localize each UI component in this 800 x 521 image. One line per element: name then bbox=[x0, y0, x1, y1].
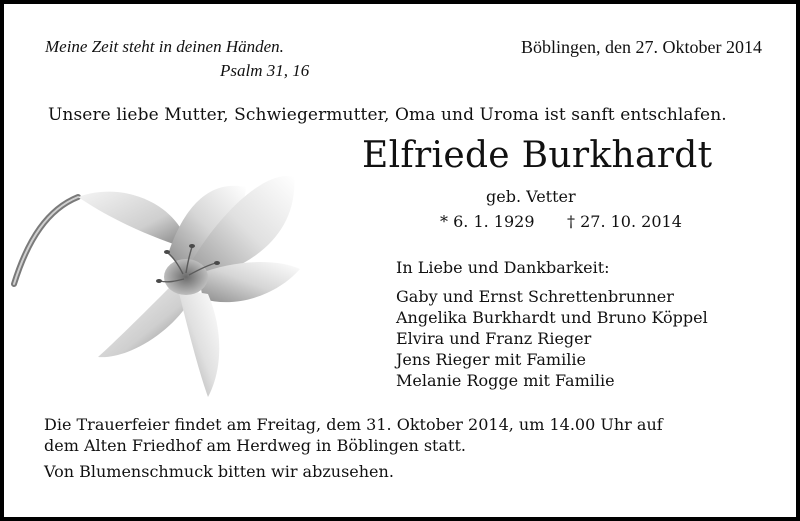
motto-source: Psalm 31, 16 bbox=[220, 61, 310, 80]
mourner-name: Jens Rieger mit Familie bbox=[396, 350, 586, 369]
mourners-heading: In Liebe und Dankbarkeit: bbox=[396, 258, 610, 277]
mourner-name: Melanie Rogge mit Familie bbox=[396, 371, 615, 390]
mourner-name: Gaby und Ernst Schrettenbrunner bbox=[396, 287, 674, 306]
lily-flower-illustration bbox=[8, 169, 308, 404]
mourner-name: Elvira und Franz Rieger bbox=[396, 329, 592, 348]
motto-quote: Meine Zeit steht in deinen Händen. bbox=[45, 37, 284, 56]
flowers-note: Von Blumenschmuck bitten wir abzusehen. bbox=[44, 462, 394, 481]
deceased-name: Elfriede Burkhardt bbox=[362, 135, 713, 176]
funeral-info-line-2: dem Alten Friedhof am Herdweg in Böblingen statt. bbox=[44, 436, 466, 455]
intro-text: Unsere liebe Mutter, Schwiegermutter, Oma und Uroma ist sanft entschlafen. bbox=[48, 105, 727, 125]
mourner-name: Angelika Burkhardt und Bruno Köppel bbox=[396, 308, 708, 327]
maiden-name: geb. Vetter bbox=[486, 187, 576, 206]
birth-date: * 6. 1. 1929 bbox=[440, 212, 535, 231]
funeral-info-line-1: Die Trauerfeier findet am Freitag, dem 31. Oktober 2014, um 14.00 Uhr auf bbox=[44, 415, 663, 434]
dateline: Böblingen, den 27. Oktober 2014 bbox=[521, 37, 762, 57]
death-date: † 27. 10. 2014 bbox=[567, 212, 682, 231]
